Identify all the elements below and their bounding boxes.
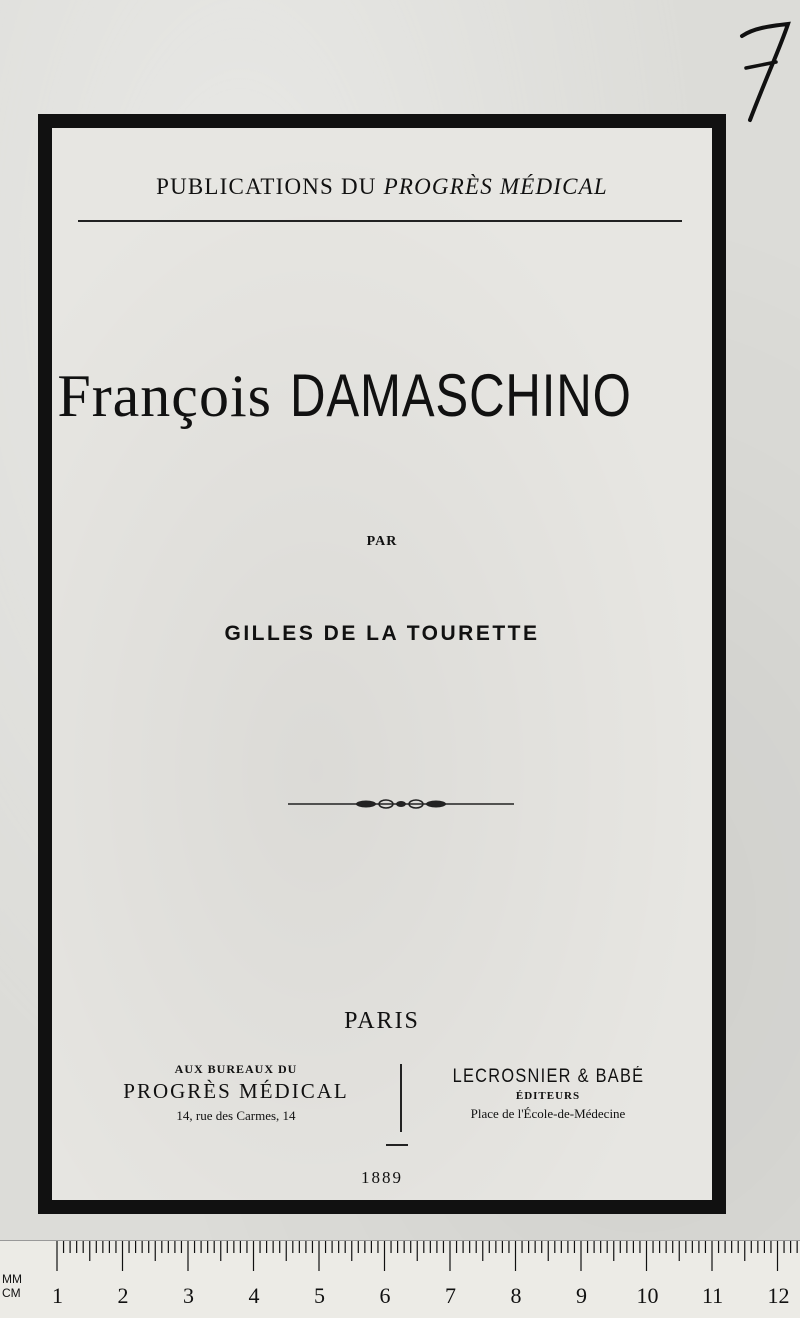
title-given-name: François <box>57 363 272 429</box>
imprint-right-line3: Place de l'École-de-Médecine <box>470 1106 626 1121</box>
imprint-right-line1: LECROSNIER & BABÉ <box>452 1066 644 1087</box>
ruler-label: 4 <box>248 1283 260 1308</box>
imprint-left-line2: PROGRÈS MÉDICAL <box>123 1079 349 1103</box>
ruler-label: 5 <box>314 1283 325 1308</box>
imprint-divider <box>400 1064 402 1132</box>
short-dash-rule <box>386 1144 408 1146</box>
handwritten-page-number-7 <box>736 8 794 126</box>
title-family-name: DAMASCHINO <box>289 362 632 429</box>
ruler-label: 9 <box>576 1283 587 1308</box>
imprint-right-line2: ÉDITEURS <box>515 1090 581 1102</box>
series-heading <box>52 174 712 200</box>
ruler-label: 1 <box>52 1283 63 1308</box>
ruler-label: 6 <box>379 1283 391 1308</box>
author-name: GILLES DE LA TOURETTE <box>224 622 540 645</box>
imprint-right-block <box>424 1066 672 1122</box>
publication-city: PARIS <box>344 1008 420 1034</box>
imprint-left-line1: AUX BUREAUX DU <box>174 1062 298 1076</box>
ruler-label: 7 <box>445 1283 456 1308</box>
by-line: PAR <box>366 534 398 549</box>
ornamental-rule <box>288 796 514 812</box>
ruler-label: 11 <box>702 1283 724 1308</box>
title-page-border <box>38 114 726 1214</box>
ruler-label: 12 <box>767 1283 790 1308</box>
ruler-unit-cm: CM <box>2 1286 21 1300</box>
ruler-label: 8 <box>510 1283 522 1308</box>
ruler-label: 10 <box>636 1283 659 1308</box>
series-journal: PROGRÈS MÉDICAL <box>383 174 608 199</box>
publication-year: 1889 <box>361 1168 403 1187</box>
imprint-left-line3: 14, rue des Carmes, 14 <box>176 1108 296 1123</box>
ruler-unit-mm: MM <box>2 1272 22 1286</box>
imprint-left-block <box>100 1062 372 1124</box>
book-title <box>52 362 712 429</box>
heading-rule <box>78 220 682 222</box>
series-prefix: PUBLICATIONS DU <box>156 174 384 199</box>
ruler-label: 2 <box>117 1283 129 1308</box>
measurement-ruler <box>0 1240 800 1318</box>
ruler-label: 3 <box>183 1283 194 1308</box>
